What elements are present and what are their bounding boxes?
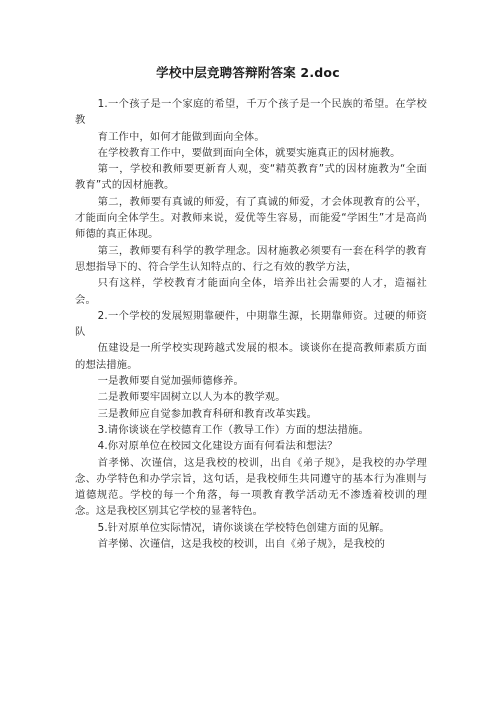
paragraph-conclusion: 只有这样，学校教育才能面向全体，培养出社会需要的人才，造福社会。: [75, 277, 427, 306]
paragraph-q1-line1: 1.一个孩子是一个家庭的希望，千万个孩子是一个民族的希望。在学校教: [75, 98, 427, 127]
paragraph-q3: 3.请你谈谈在学校德育工作（教导工作）方面的想法措施。: [97, 423, 369, 436]
paragraph-q2-line1: 2.一个学校的发展短期靠硬件，中期靠生源，长期靠师资。过硬的师资队: [75, 309, 427, 339]
paragraph-point-first: 第一，学校和教师要更新育人观，变“精英教育”式的因材施教为“全面教育”式的因材施教。: [75, 163, 427, 192]
paragraph-q1-line2: 育工作中，如何才能做到面向全体。: [97, 130, 265, 143]
document-title: 学校中层竞聘答辩附答案 2.doc: [156, 65, 340, 80]
paragraph-q4: 4.你对原单位在校园文化建设方面有何看法和想法？: [97, 440, 338, 453]
paragraph-q5-answer: 首孝悌、次谨信，这是我校的校训，出自《弟子规》，是我校的: [97, 538, 386, 551]
paragraph-q2-point3: 三是教师应自觉参加教育科研和教育改革实践。: [97, 407, 318, 420]
paragraph-q2-point1: 一是教师要自觉加强师德修养。: [97, 375, 244, 388]
paragraph-answer-intro: 在学校教育工作中，要做到面向全体，就要实施真正的因材施教。: [97, 146, 401, 159]
paragraph-q2-line2: 伍建设是一所学校实现跨越式发展的根本。谈谈你在提高教师素质方面的想法措施。: [75, 342, 427, 371]
paragraph-q4-answer: 首孝悌、次谨信，这是我校的校训，出自《弟子规》，是我校的办学理念、办学特色和办学宗旨，这句话，是我校师生共同遵守的基本行为准则与道德规范。学校的每一个角落，每一项教育教学活动无不渗透着校训的理念。这是我校区别其它学校的显著特色。: [75, 456, 427, 518]
paragraph-point-second: 第二，教师要有真诚的师爱，有了真诚的师爱，才会体现教育的公平，才能面向全体学生。对教师来说，爱优等生容易，而能爱“学困生”才是高尚师德的真正体现。: [75, 195, 427, 241]
paragraph-q2-point2: 二是教师要牢固树立以人为本的教学观。: [97, 391, 286, 404]
paragraph-q5: 5.针对原单位实际情况，请你谈谈在学校特色创建方面的见解。: [97, 521, 390, 534]
paragraph-point-third: 第三，教师要有科学的教学理念。因材施教必须要有一套在科学的教育思想指导下的、符合学生认知特点的、行之有效的教学方法，: [75, 244, 427, 273]
document-body: [75, 96, 427, 552]
